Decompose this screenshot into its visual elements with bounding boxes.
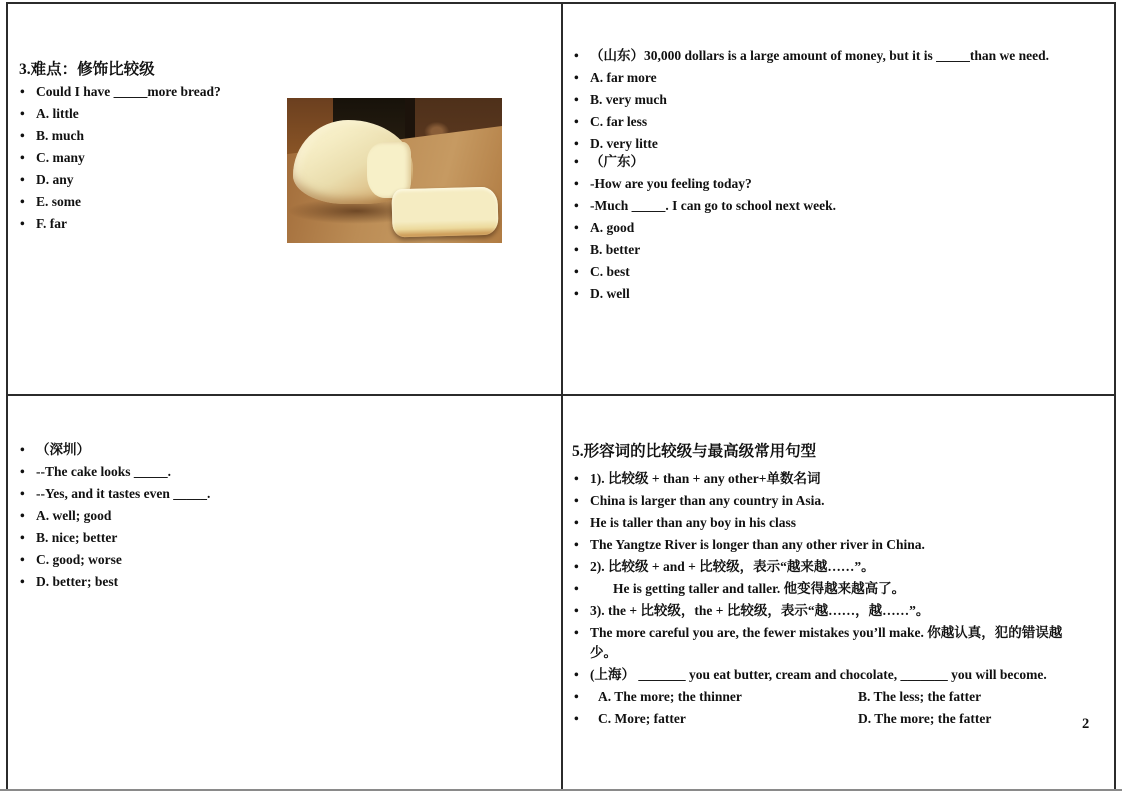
bullet-item: • D. well xyxy=(571,284,1072,304)
slide-top-left xyxy=(8,4,561,394)
bullet-item: • E. some xyxy=(17,192,531,212)
bullet-item: • B. nice; better xyxy=(17,528,531,548)
page-bottom-edge xyxy=(0,789,1122,791)
slide-bottom-left xyxy=(8,396,561,789)
bullet-item: • C. far less xyxy=(571,112,1072,132)
options-row xyxy=(571,687,1072,707)
page-number: 2 xyxy=(1082,716,1090,732)
bullet-item: • China is larger than any country in Asia. xyxy=(571,491,1072,511)
bullet-item: • -Much _____. I can go to school next week. xyxy=(571,196,1072,216)
bullet-item: • D. better; best xyxy=(17,572,531,592)
bullet-item: • -How are you feeling today? xyxy=(571,174,1072,194)
photo-bread-slice-shape xyxy=(391,187,498,238)
options-row xyxy=(571,709,1072,729)
slide-top-right xyxy=(563,4,1114,394)
bullet-item: • He is getting taller and taller. 他变得越来越高了。 xyxy=(571,579,1072,599)
bullet-item: • （广东） xyxy=(571,152,1072,172)
bullet-item: • A. well; good xyxy=(17,506,531,526)
slide1-title: 3.难点：修饰比较级 xyxy=(19,61,155,78)
bullet-item: • （山东）30,000 dollars is a large amount of money, but it is _____than we need. xyxy=(571,46,1072,66)
bullet-item: • C. best xyxy=(571,262,1072,282)
bullet-item: • 2). 比较级 + and + 比较级，表示“越来越……”。 xyxy=(571,557,1072,577)
slide4-title: 5.形容词的比较级与最高级常用句型 xyxy=(572,443,817,460)
bullet-item: • A. little xyxy=(17,104,531,124)
bullet-item: • （深圳） xyxy=(17,440,531,460)
bullet-item: • 1). 比较级 + than + any other+单数名词 xyxy=(571,469,1072,489)
bread-photo xyxy=(287,98,502,243)
bullet-item: • The Yangtze River is longer than any other river in China. xyxy=(571,535,1072,555)
bullet-item: • (上海） _______ you eat butter, cream and chocolate, _______ you will become. xyxy=(571,665,1072,685)
slide-bottom-right xyxy=(563,396,1114,789)
bullet-item: • The more careful you are, the fewer mistakes you’ll make. 你越认真，犯的错误越少。 xyxy=(571,623,1072,663)
bullet-item: • D. any xyxy=(17,170,531,190)
bullet-item: • B. better xyxy=(571,240,1072,260)
bullet-item: • He is taller than any boy in his class xyxy=(571,513,1072,533)
bullet-item: • A. far more xyxy=(571,68,1072,88)
option-b: B. The less; the fatter xyxy=(858,689,982,704)
bullet-item: • --The cake looks _____. xyxy=(17,462,531,482)
bullet-item: • --Yes, and it tastes even _____. xyxy=(17,484,531,504)
bullet-item: • Could I have _____more bread? xyxy=(17,82,531,102)
option-c: C. More; fatter xyxy=(598,711,686,726)
bullet-item: • F. far xyxy=(17,214,531,234)
bullet-item: • B. very much xyxy=(571,90,1072,110)
bullet-item: • 3). the + 比较级，the + 比较级，表示“越……，越……”。 xyxy=(571,601,1072,621)
bullet-item: • B. much xyxy=(17,126,531,146)
option-d: D. The more; the fatter xyxy=(858,711,992,726)
bullet-item: • A. good xyxy=(571,218,1072,238)
option-a: A. The more; the thinner xyxy=(598,689,742,704)
bullet-item: • C. good; worse xyxy=(17,550,531,570)
bullet-item: • D. very litte xyxy=(571,134,1072,154)
bullet-item: • C. many xyxy=(17,148,531,168)
